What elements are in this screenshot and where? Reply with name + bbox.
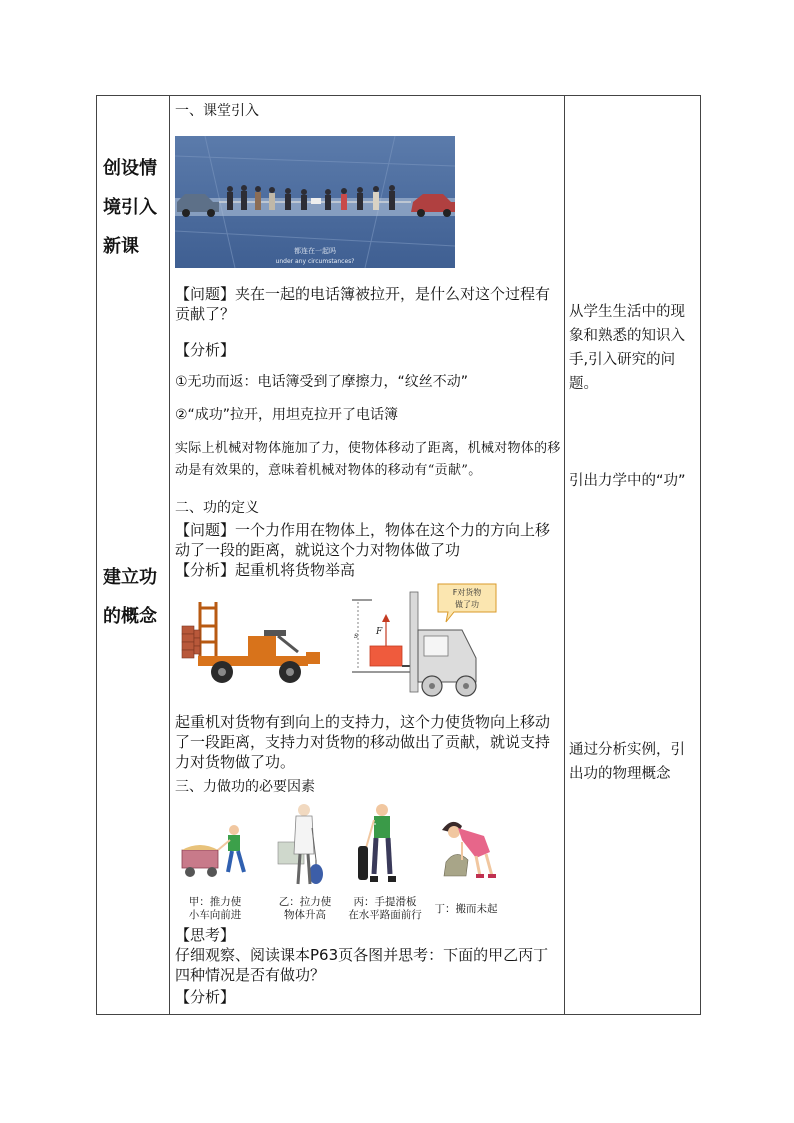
caption-yi (270, 896, 340, 922)
intro-point-1: ①无功而返：电话簿受到了摩擦力，“纹丝不动” (175, 374, 469, 390)
definition-explanation: 起重机对货物有到向上的支持力，这个力使货物向上移动了一段距离，支持力对货物的移动做出了贡献，就说支持力对货物做了功。 (175, 713, 551, 771)
stage-line: 建立功 (103, 567, 157, 588)
caption-line: 物体升高 (284, 909, 326, 921)
tug-of-war-photo (175, 136, 455, 268)
intro-analysis-label: 【分析】 (175, 341, 236, 359)
think-label: 【思考】 (175, 926, 236, 944)
caption-line: 乙：拉力使 (278, 896, 332, 908)
think-text: 仔细观察、阅读课本P63页各图并思考：下面的甲乙丙丁四种情况是否有做功？ (175, 946, 549, 984)
lesson-table (96, 95, 701, 1015)
speech-bubble-line: 做了功 (455, 600, 479, 609)
lift-object-image (276, 798, 332, 888)
crane-truck-image (178, 596, 328, 688)
caption-ding (428, 903, 504, 916)
section-heading-factors: 三、力做功的必要因素 (175, 779, 315, 795)
stage-line: 创设情 (103, 158, 157, 179)
photo-caption-cn: 都连在一起吗 (294, 247, 336, 255)
caption-bing (342, 896, 428, 922)
intro-summary: 实际上机械对物体施加了力，使物体移动了距离，机械对物体的移动是有效果的，意味着机械对物体的移动有“贡献”。 (175, 441, 561, 478)
stage-intro (103, 149, 167, 266)
distance-label: s (354, 631, 359, 640)
caption-line: 丁：搬而未起 (434, 903, 498, 915)
section-heading-definition: 二、功的定义 (175, 500, 259, 516)
photo-caption-en: under any circumstances? (275, 258, 355, 265)
note-work: 引出力学中的“功” (569, 473, 686, 489)
speech-bubble-line: F对货物 (452, 588, 482, 597)
carry-board-image (354, 800, 408, 888)
caption-line: 丙：手提滑板 (353, 896, 417, 908)
lift-fail-image (432, 812, 498, 884)
caption-jia (178, 896, 252, 922)
stage-column (97, 96, 169, 1014)
stage-line: 的概念 (103, 606, 157, 627)
note-concept: 通过分析实例，引出功的物理概念 (569, 742, 685, 782)
section-heading-intro: 一、课堂引入 (175, 103, 259, 119)
cart-push-image (178, 816, 252, 880)
forklift-diagram (350, 582, 526, 708)
factors-analysis-label: 【分析】 (175, 988, 236, 1006)
content-column (170, 96, 564, 1014)
caption-line: 在水平路面前行 (348, 909, 422, 921)
intro-question: 【问题】夹在一起的电话簿被拉开，是什么对这个过程有贡献了？ (175, 285, 551, 323)
stage-concept (103, 558, 167, 636)
stage-line: 境引入 (103, 197, 157, 218)
caption-line: 甲：推力使 (188, 896, 242, 908)
notes-column (565, 96, 701, 1014)
caption-line: 小车向前进 (188, 909, 242, 921)
stage-line: 新课 (103, 236, 139, 257)
intro-point-2: ②“成功”拉开，用坦克拉开了电话簿 (175, 407, 399, 423)
definition-analysis: 【分析】起重机将货物举高 (175, 561, 356, 579)
note-intro: 从学生生活中的现象和熟悉的知识入手,引入研究的问题。 (569, 304, 685, 392)
definition-question: 【问题】一个力作用在物体上，物体在这个力的方向上移动了一段的距离，就说这个力对物体做了功 (175, 521, 551, 559)
force-label: F (376, 627, 383, 637)
